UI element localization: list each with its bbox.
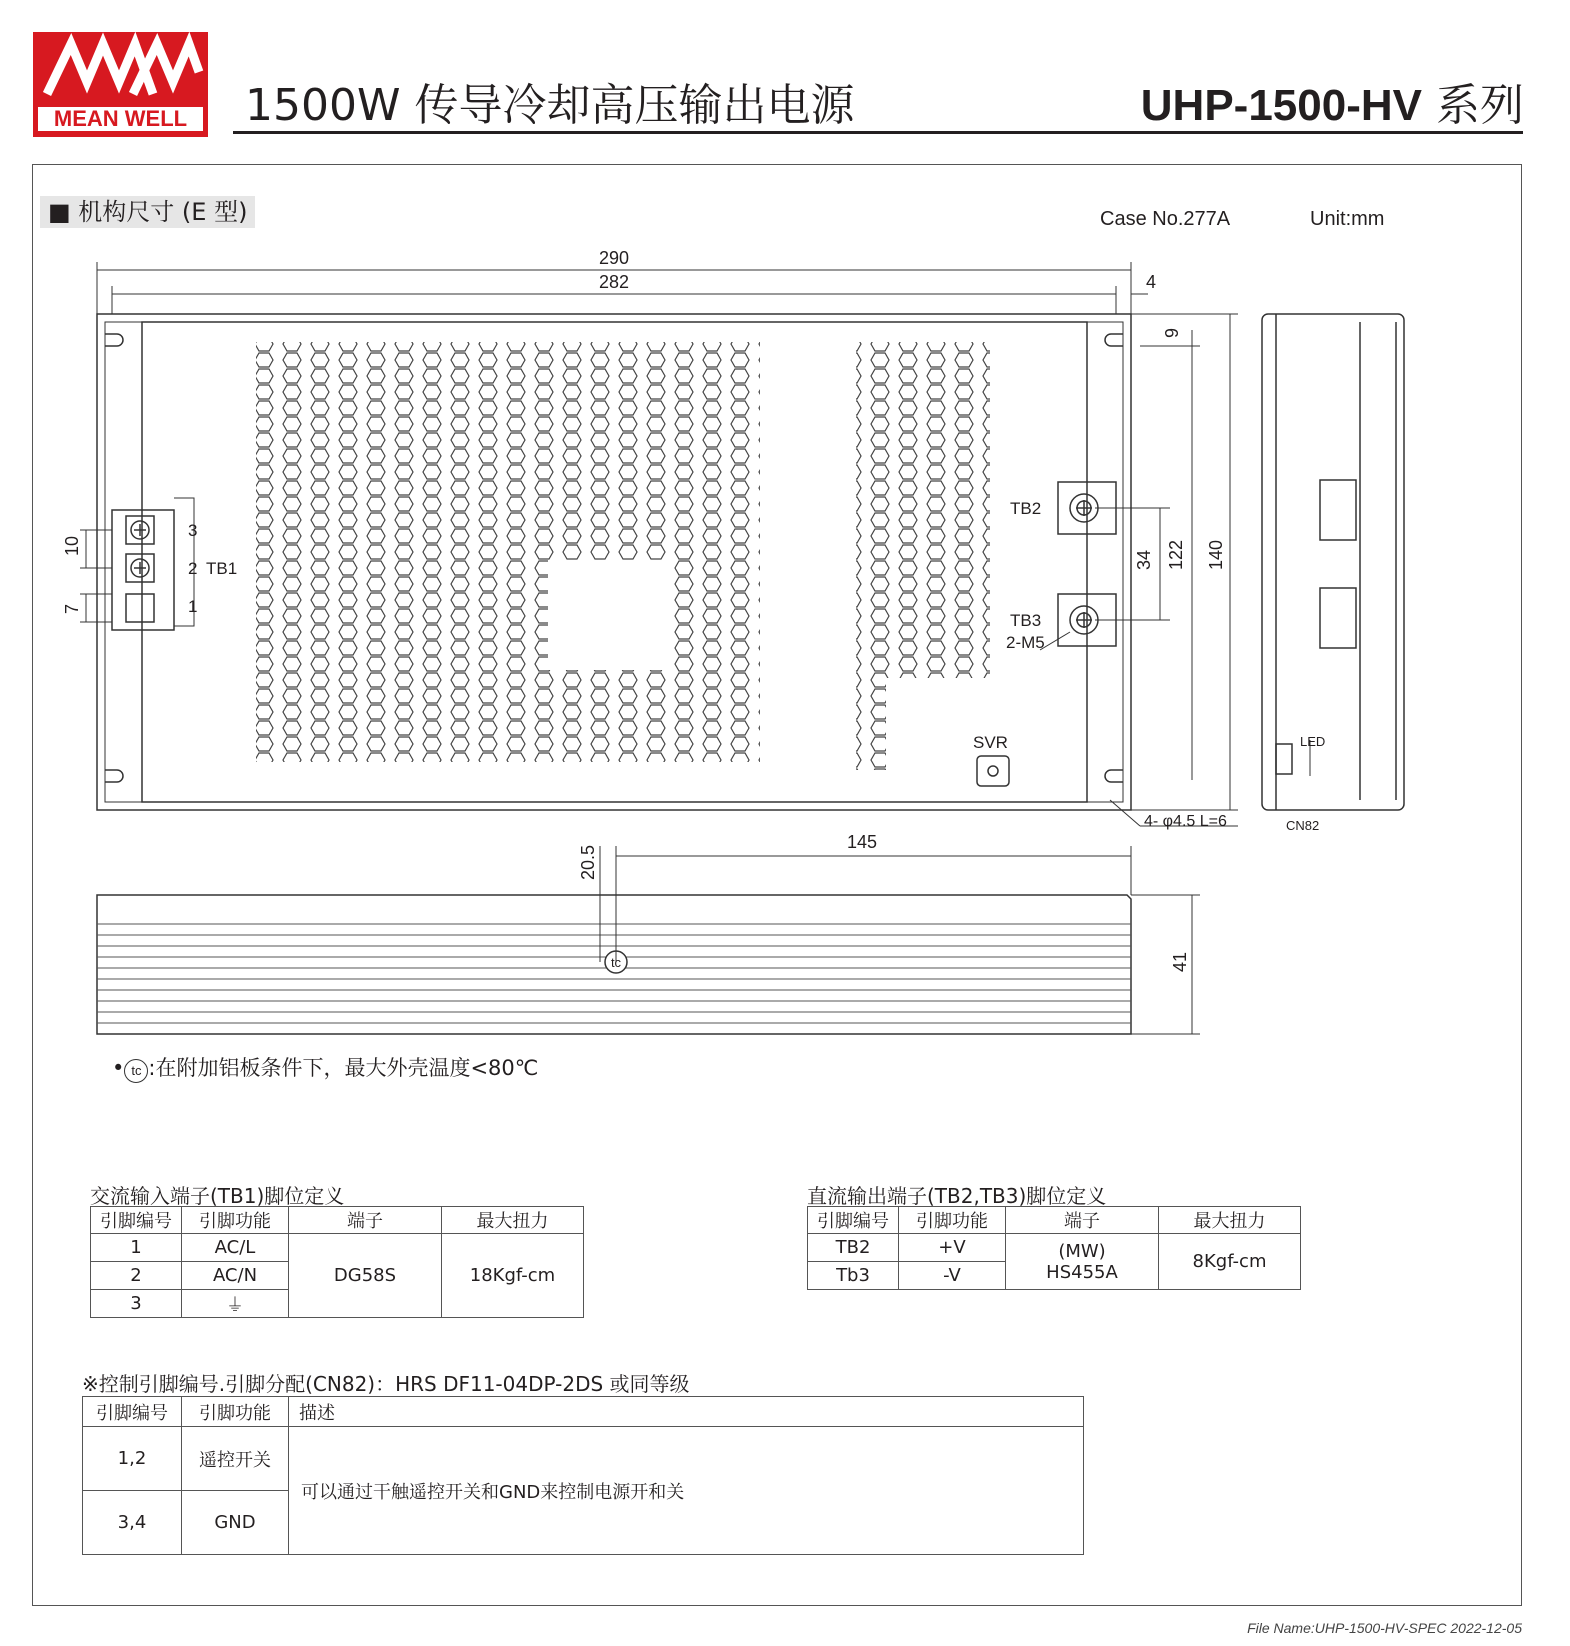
tc-symbol: tc	[124, 1059, 148, 1083]
label-pin3: 3	[188, 521, 198, 540]
dc-func-1: +V	[899, 1234, 1006, 1262]
label-tb2: TB2	[1010, 499, 1042, 518]
ac-header-function: 引脚功能	[182, 1207, 289, 1234]
ac-table-title: 交流输入端子(TB1)脚位定义	[90, 1184, 345, 1208]
dim-41: 41	[1170, 951, 1190, 972]
ac-header-torque: 最大扭力	[442, 1207, 584, 1234]
ctrl-description: 可以通过干触遥控开关和GND来控制电源开和关	[289, 1427, 1084, 1555]
ac-header-pin: 引脚编号	[91, 1207, 182, 1234]
label-pin1: 1	[188, 597, 198, 616]
table-row	[91, 1234, 584, 1262]
logo-text: MEAN WELL	[38, 107, 203, 131]
dim-290: 290	[598, 248, 630, 268]
label-tc: tc	[610, 955, 622, 970]
dc-terminal-line2: HS455A	[1046, 1261, 1118, 1283]
dc-header-pin: 引脚编号	[808, 1207, 899, 1234]
ctrl-func-1: 遥控开关	[182, 1427, 289, 1491]
file-name-footer: File Name:UHP-1500-HV-SPEC 2022-12-05	[1247, 1620, 1522, 1636]
dim-140: 140	[1206, 539, 1226, 570]
table-row	[808, 1234, 1301, 1262]
unit-label: Unit:mm	[1310, 208, 1385, 230]
dc-torque: 8Kgf-cm	[1159, 1234, 1301, 1290]
vent-right	[856, 342, 990, 770]
dim-10: 10	[62, 535, 82, 556]
label-tb1: TB1	[206, 559, 238, 578]
ctrl-pin-2: 3,4	[83, 1491, 182, 1555]
dim-7: 7	[62, 603, 82, 614]
section-title: ■ 机构尺寸 (E 型)	[40, 196, 255, 228]
label-pin2: 2	[188, 559, 198, 578]
ac-func-1: AC/L	[182, 1234, 289, 1262]
bullet: •	[112, 1056, 125, 1080]
series-suffix: 系列	[1436, 80, 1524, 131]
side-view	[1262, 314, 1404, 810]
dc-header-terminal: 端子	[1006, 1207, 1159, 1234]
tc-note	[112, 1052, 538, 1083]
dc-pin-2: Tb3	[808, 1262, 899, 1290]
label-2-m5: 2-M5	[1006, 633, 1045, 652]
dim-9: 9	[1162, 327, 1182, 338]
ac-func-2: AC/N	[182, 1262, 289, 1290]
control-table-title: ※控制引脚编号.引脚分配(CN82)：HRS DF11-04DP-2DS 或同等级	[82, 1372, 690, 1396]
ac-pin-3: 3	[91, 1290, 182, 1318]
dim-122: 122	[1166, 539, 1186, 570]
dim-34: 34	[1134, 549, 1154, 570]
model-name: UHP-1500-HV	[1140, 81, 1422, 130]
ac-pin-table	[90, 1206, 584, 1318]
dim-145: 145	[846, 832, 878, 852]
ctrl-header-function: 引脚功能	[182, 1397, 289, 1427]
dc-terminal-line1: (MW)	[1058, 1240, 1106, 1262]
dc-pin-1: TB2	[808, 1234, 899, 1262]
dc-terminal	[1006, 1234, 1159, 1290]
ground-icon: ⏚	[182, 1290, 289, 1318]
svr-potentiometer	[977, 756, 1009, 786]
table-row	[83, 1427, 1084, 1491]
page-title: 1500W 传导冷却高压输出电源	[245, 80, 855, 131]
case-number: Case No.277A	[1100, 208, 1231, 230]
dim-282: 282	[598, 272, 630, 292]
control-pin-table	[82, 1396, 1084, 1555]
tb1-terminal	[112, 498, 194, 630]
dc-table-title: 直流输出端子(TB2,TB3)脚位定义	[807, 1184, 1107, 1208]
dim-20-5: 20.5	[578, 844, 598, 880]
ac-terminal: DG58S	[289, 1234, 442, 1318]
label-tb3: TB3	[1010, 611, 1042, 630]
tc-note-text: :在附加铝板条件下，最大外壳温度<80℃	[148, 1056, 539, 1080]
vent-left	[256, 342, 760, 762]
ac-header-terminal: 端子	[289, 1207, 442, 1234]
dim-4: 4	[1146, 272, 1157, 292]
ctrl-func-2: GND	[182, 1491, 289, 1555]
ac-pin-2: 2	[91, 1262, 182, 1290]
dc-header-function: 引脚功能	[899, 1207, 1006, 1234]
label-mounting-holes: 4- φ4.5 L=6	[1144, 813, 1227, 830]
label-cn82: CN82	[1286, 818, 1320, 833]
ctrl-header-description: 描述	[289, 1397, 1084, 1427]
dc-header-torque: 最大扭力	[1159, 1207, 1301, 1234]
dc-func-2: -V	[899, 1262, 1006, 1290]
ctrl-header-pin: 引脚编号	[83, 1397, 182, 1427]
label-svr: SVR	[973, 733, 1008, 752]
ac-torque: 18Kgf-cm	[442, 1234, 584, 1318]
label-led: LED	[1300, 734, 1326, 749]
ctrl-pin-1: 1,2	[83, 1427, 182, 1491]
dc-pin-table	[807, 1206, 1301, 1290]
ac-pin-1: 1	[91, 1234, 182, 1262]
